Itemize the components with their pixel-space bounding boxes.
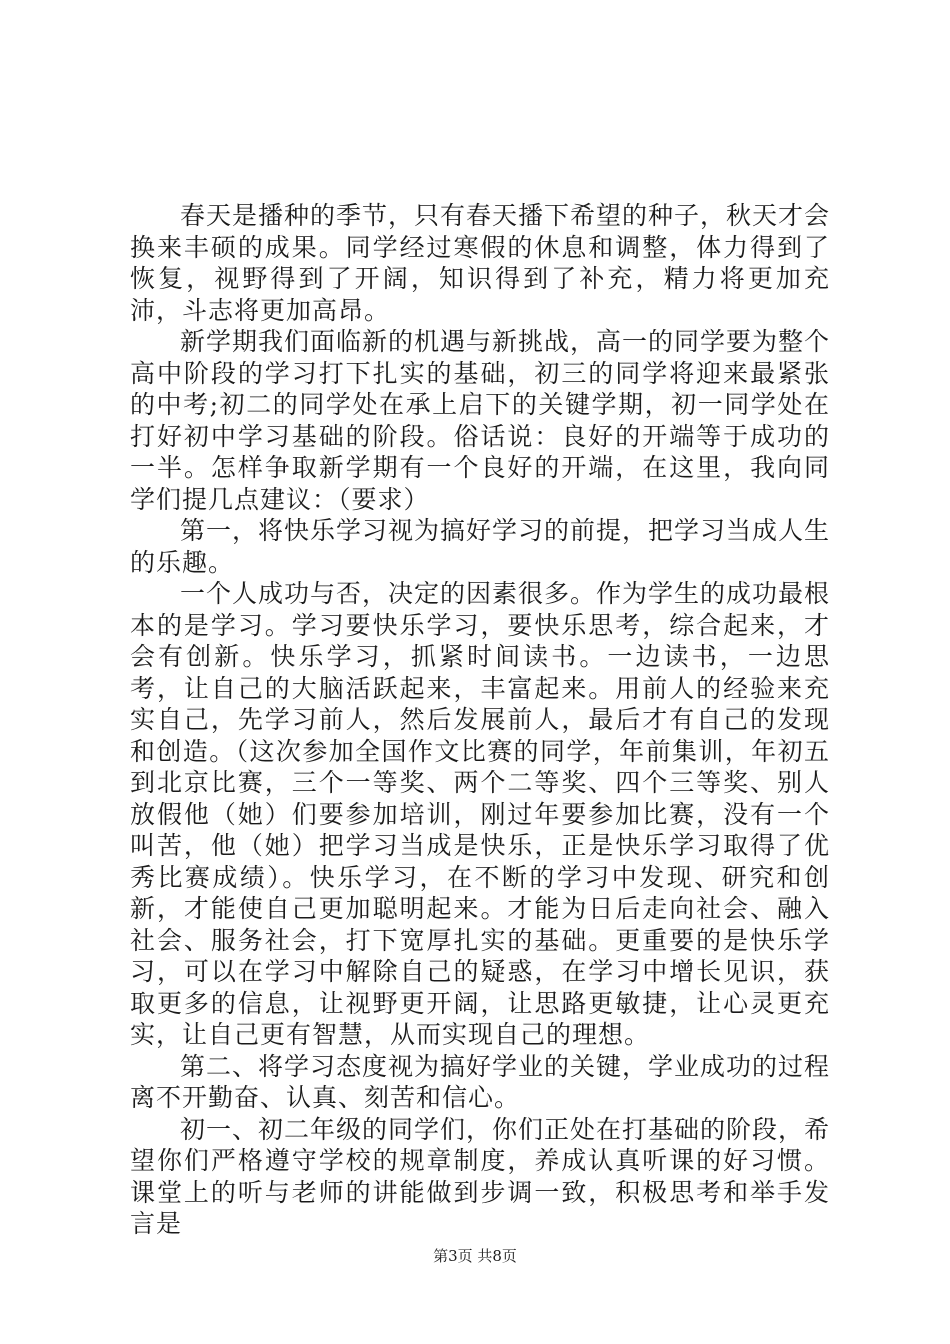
paragraph-5: 第二、将学习态度视为搞好学业的关键，学业成功的过程离不开勤奋、认真、刻苦和信心。 xyxy=(130,1051,831,1112)
paragraph-4: 一个人成功与否，决定的因素很多。作为学生的成功最根本的是学习。学习要快乐学习，要快乐思考，综合起来，才会有创新。快乐学习，抓紧时间读书。一边读书，一边思考，让自己的大脑活跃起来，丰富起来。用前人的经验来充实自己，先学习前人，然后发展前人，最后才有自己的发现和创造。（这次参加全国作文比赛的同学，年前集训，年初五到北京比赛，三个一等奖、两个二等奖、四个三等奖、别人放假他（她）们要参加培训，刚过年要参加比赛，没有一个叫苦，他（她）把学习当成是快乐，正是快乐学习取得了优秀比赛成绩）。快乐学习，在不断的学习中发现、研究和创新，才能使自己更加聪明起来。才能为日后走向社会、融入社会、服务社会，打下宽厚扎实的基础。更重要的是快乐学习，可以在学习中解除自己的疑惑，在学习中增长见识，获取更多的信息，让视野更开阔，让思路更敏捷，让心灵更充实，让自己更有智慧，从而实现自己的理想。 xyxy=(130,579,831,1049)
paragraph-3: 第一，将快乐学习视为搞好学习的前提，把学习当成人生的乐趣。 xyxy=(130,516,831,577)
paragraph-2: 新学期我们面临新的机遇与新挑战，高一的同学要为整个高中阶段的学习打下扎实的基础，初三的同学将迎来最紧张的中考;初二的同学处在承上启下的关键学期，初一同学处在打好初中学习基础的阶段。俗话说：良好的开端等于成功的一半。怎样争取新学期有一个良好的开端，在这里，我向同学们提几点建议：（要求） xyxy=(130,327,831,514)
paragraph-1: 春天是播种的季节，只有春天播下希望的种子，秋天才会换来丰硕的成果。同学经过寒假的休息和调整，体力得到了恢复，视野得到了开阔，知识得到了补充，精力将更加充沛，斗志将更加高昂。 xyxy=(130,201,831,325)
body-text xyxy=(130,200,830,1240)
page-footer: 第3页 共8页 xyxy=(433,1247,517,1265)
paragraph-6: 初一、初二年级的同学们，你们正处在打基础的阶段，希望你们严格遵守学校的规章制度，养成认真听课的好习惯。课堂上的听与老师的讲能做到步调一致，积极思考和举手发言是 xyxy=(130,1114,831,1238)
